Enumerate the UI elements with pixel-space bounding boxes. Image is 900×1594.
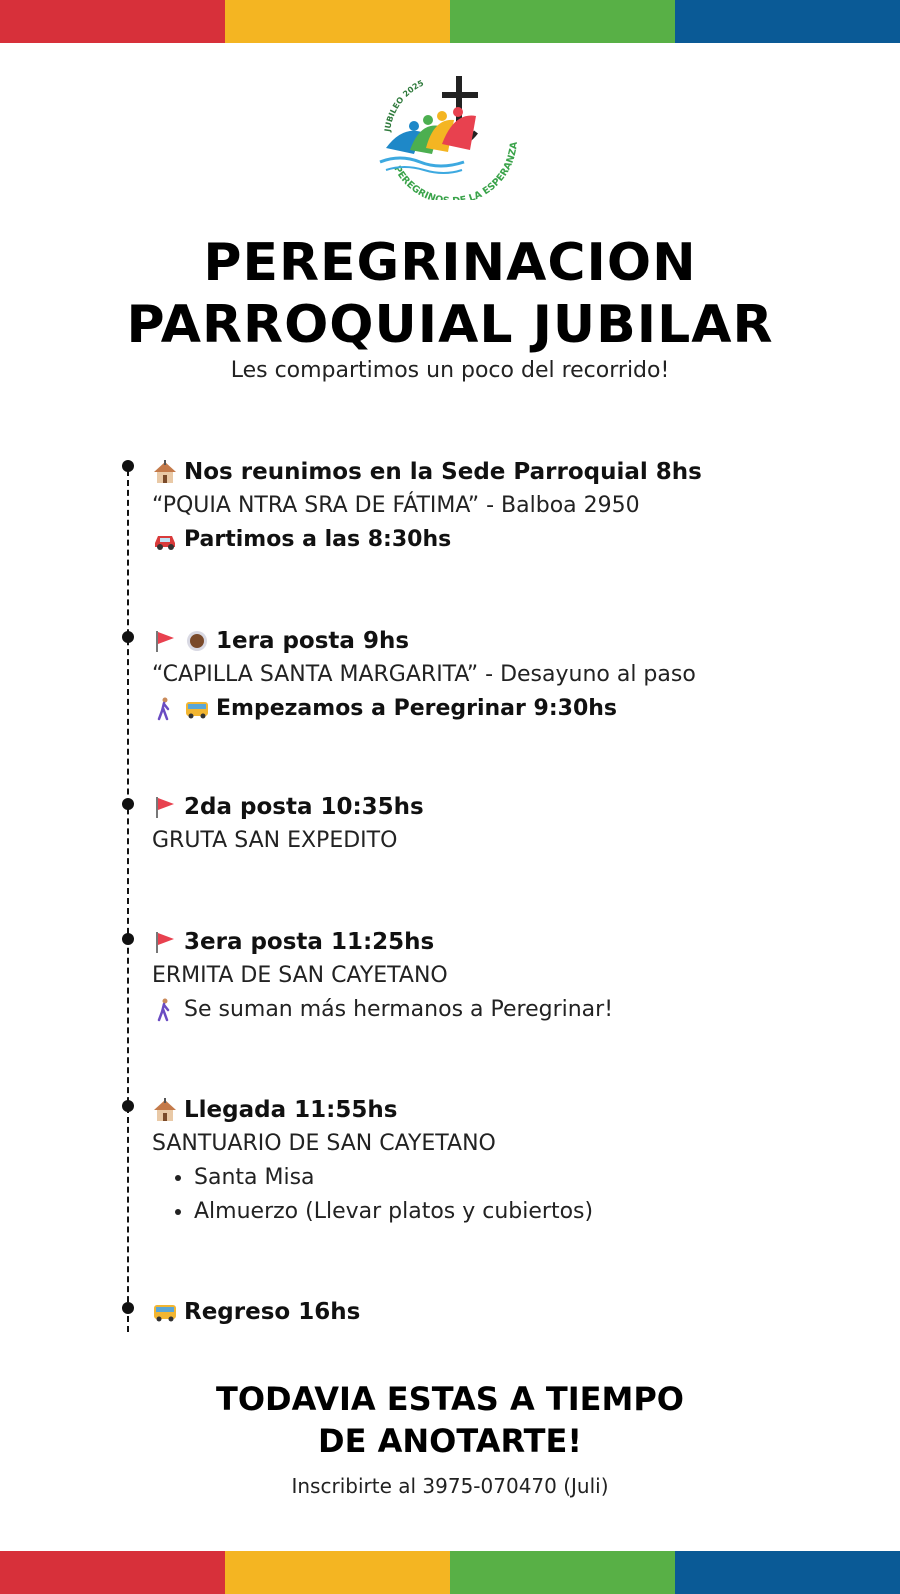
bus-icon <box>152 1300 178 1324</box>
stop-3-title: 2da posta 10:35hs <box>184 794 424 820</box>
timeline-stop-4 <box>152 925 872 1027</box>
stop-4-action <box>152 993 872 1027</box>
church-icon <box>152 1098 178 1122</box>
timeline-stop-1 <box>152 455 872 557</box>
timeline-dot <box>122 933 134 945</box>
list-item: • Santa Misa <box>194 1161 872 1195</box>
timeline-dot <box>122 631 134 643</box>
cta-line-1: TODAVIA ESTAS A TIEMPO <box>216 1380 684 1418</box>
svg-text:JUBILEO 2025 <box>383 78 426 133</box>
band-yellow <box>225 1551 450 1594</box>
logo-arc-top-text: JUBILEO 2025 <box>383 78 426 133</box>
flag-icon <box>152 629 178 653</box>
cta-heading <box>0 1378 900 1462</box>
band-red <box>0 0 225 43</box>
coffee-icon <box>184 629 210 653</box>
band-green <box>450 1551 675 1594</box>
page-subtitle: Les compartimos un poco del recorrido! <box>230 358 670 383</box>
walking-person-icon <box>152 697 178 721</box>
jubilee-logo <box>372 70 522 200</box>
stop-4-title: 3era posta 11:25hs <box>184 929 435 955</box>
stop-4-detail: ERMITA DE SAN CAYETANO <box>152 963 448 988</box>
timeline-dot <box>122 460 134 472</box>
flag-icon <box>152 795 178 819</box>
cta-line-2: DE ANOTARTE! <box>318 1422 582 1460</box>
band-red <box>0 1551 225 1594</box>
flag-icon <box>152 930 178 954</box>
stop-2-heading <box>152 624 872 658</box>
band-yellow <box>225 0 450 43</box>
timeline-stop-2 <box>152 624 872 726</box>
stop-1-title: Nos reunimos en la Sede Parroquial 8hs <box>184 459 702 485</box>
stop-5-detail: SANTUARIO DE SAN CAYETANO <box>152 1131 496 1156</box>
stop-5-list <box>152 1161 872 1229</box>
stop-3-detail: GRUTA SAN EXPEDITO <box>152 828 398 853</box>
stop-2-action-text: Empezamos a Peregrinar 9:30hs <box>216 696 618 721</box>
contact-text: Inscribirte al 3975-070470 (Juli) <box>291 1474 609 1498</box>
title-line-2: PARROQUIAL JUBILAR <box>126 295 774 355</box>
stop-6-heading <box>152 1295 872 1329</box>
timeline-stop-6 <box>152 1295 872 1329</box>
page-title <box>0 232 900 356</box>
stop-1-action <box>152 523 872 557</box>
stop-2-title: 1era posta 9hs <box>216 628 410 654</box>
church-icon <box>152 460 178 484</box>
timeline-line <box>127 470 129 1332</box>
timeline-dot <box>122 1302 134 1314</box>
walking-person-icon <box>152 998 178 1022</box>
timeline-dot <box>122 1100 134 1112</box>
timeline-stop-3 <box>152 790 872 858</box>
jubilee-logo-graphic <box>372 70 522 200</box>
stop-2-action <box>152 692 872 726</box>
title-line-1: PEREGRINACION <box>203 233 697 293</box>
stop-3-heading <box>152 790 872 824</box>
stop-1-heading <box>152 455 872 489</box>
stop-1-detail: “PQUIA NTRA SRA DE FÁTIMA” - Balboa 2950 <box>152 493 640 518</box>
timeline-stop-5 <box>152 1093 872 1229</box>
stop-1-action-text: Partimos a las 8:30hs <box>184 527 452 552</box>
stop-4-heading <box>152 925 872 959</box>
stop-6-title: Regreso 16hs <box>184 1299 361 1325</box>
band-green <box>450 0 675 43</box>
top-color-band <box>0 0 900 43</box>
car-icon <box>152 528 178 552</box>
stop-5-heading <box>152 1093 872 1127</box>
bus-icon <box>184 697 210 721</box>
band-blue <box>675 1551 900 1594</box>
bottom-color-band <box>0 1551 900 1594</box>
timeline-dot <box>122 798 134 810</box>
stop-2-detail: “CAPILLA SANTA MARGARITA” - Desayuno al paso <box>152 662 696 687</box>
list-item: • Almuerzo (Llevar platos y cubiertos) <box>194 1195 872 1229</box>
stop-4-action-text: Se suman más hermanos a Peregrinar! <box>184 997 614 1022</box>
logo-arc-bottom-text: PEREGRINO LA ESPERANZA <box>391 141 520 200</box>
stop-5-title: Llegada 11:55hs <box>184 1097 398 1123</box>
band-blue <box>675 0 900 43</box>
